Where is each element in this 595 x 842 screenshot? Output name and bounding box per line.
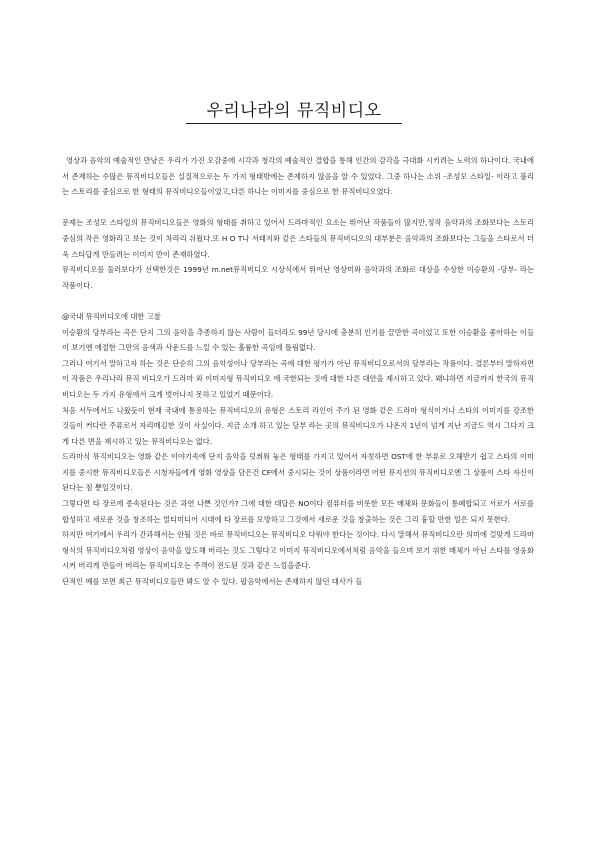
paragraph-essence: 하지만 여기에서 우리가 간과해서는 안될 것은 바로 뮤직비디오는 뮤직비디오 다워야 한다는 것이다. 다시 말해서 뮤직비디오란 의미에 걸맞게 드라마형식의 뮤직비디오처럼 영상이 음악을 압도해 버리는 것도 그렇다고 이미지 뮤직비디오에서처럼 음악을 들으며 보기 위한 매체가 아닌 스타를 영웅화 시켜 버리게 만들어 버리는 뮤직비디오는 주객이 전도된 것과 같은 느낌을준다. — [62, 530, 534, 571]
paragraph-intro: 영상과 음악의 예술적인 만남은 우리가 가진 오감중에 시각과 청각의 예술적인 결합을 통해 인간의 감각을 극대화 시키려는 노력의 하나이다. 국내에서 존재하는 수많은 뮤직비디오들은 실질적으로는 두 가지 형태밖에는 존재하지 않음을 알 수 있었다. 그중 하나는 소위 -조성모 스타일- 이라고 불리는 스토리를 중심으로 한 형태의 뮤직비디오들이었고,다른 하나는 이미지를 중심으로 한 뮤직비디오였다. — [62, 156, 534, 197]
document-body — [62, 153, 534, 590]
section-heading: @국내 뮤직비디오에 대한 고찰 — [62, 311, 161, 321]
paragraph-genre: 그렇다면 타 장르에 종속된다는 것은 과연 나쁜 것인가? 그에 대한 대답은 NO이다 컴퓨터를 비롯한 모든 매체와 문화들이 통폐합되고 서로가 서로를 합성하고 새로운 것을 창조하는 멀티미디어 시대에 타 장르를 모방하고 그것에서 새로운 것을 창출하는 것은 그리 흉할 만한 일은 되지 못한다. — [62, 499, 534, 524]
title-underline — [186, 123, 402, 124]
paragraph-problem: 문제는 조성모 스타일의 뮤직비디오들은 영화의 형태를 취하고 있어서 드라마적인 요소는 뛰어난 작품들이 많지만,정작 음악과의 조화보다는 스토리 중심의 작은 영화라고 보는 것이 차라리 쉬웠다.또 H O T나 서태지와 같은 스타들의 뮤직비디오의 대부분은 음악과의 조화보다는 그들을 스타로서 더욱 스타답게 만들려는 이미지 만이 존재하였다. — [62, 218, 534, 259]
paragraph-spacer — [62, 200, 534, 216]
paragraph-focus: 그러나 여기서 말하고자 하는 것은 단순히 그의 음악성이나 당부라는 곡에 대한 평가가 아닌 뮤직비디오로서의 당부라는 작품이다. 결론부터 말하자면 이 작품은 우리나라 뮤직 비디오가 드라마 와 이미지형 뮤직비디오 에 국한되는 것에 대한 다른 대안을 제시하고 있다. 왜냐하면 지금까지 한국의 뮤직비디오는 두 가지 유형에서 크게 벗어나지 못하고 있었기 때문이다. — [62, 358, 534, 399]
paragraph-selection: 뮤직비디오를 둘러보다가 선택한것은 1999년 m.net뮤직비디오 시상식에서 뛰어난 영상미와 음악과의 조화로 대상을 수상한 이승환의 -당부- 라는 작품이다. — [62, 265, 534, 290]
paragraph-types: 처음 서두에서도 나왔듯이 현재 국내에 통용하는 뮤직비디오의 유형은 스토리 라인이 주가 된 영화 같은 드라마 형식이거나 스타의 이미지를 강조한 것들이 커다란 주류로서 자리매김한 것이 사실이다. 지금 소개 하고 있는 당부 라는 곳의 뮤직비디오가 나온지 1년이 넘게 지난 지금도 역시 그다지 크게 다른 면을 제시하고 있는 뮤직비디오는 없다. — [62, 405, 534, 446]
paragraph-example: 단적인 예를 보면 최근 뮤직비디오들만 봐도 알 수 있다. 팝음악에서는 존재하지 않던 대사가 들 — [62, 577, 363, 587]
document-title: 우리나라의 뮤직비디오 — [206, 101, 382, 121]
paragraph-song: 이승환의 당부라는 곡은 단지 그의 음악을 추종하지 않는 사람이 들더라도 99년 당시에 충분히 인기를 끌만한 곡이었고 또한 이승환을 좋아하는 이들이 보기엔 애절한 그만의 음색과 사운드를 느낄 수 있는 훌륭한 곡임에 틀림없다. — [62, 327, 534, 353]
paragraph-spacer — [62, 293, 534, 309]
paragraph-drama: 드라마식 뮤직비디오는 영화 같은 이야기속에 단지 음악을 덧씌워 놓은 형태를 가지고 있어서 자칫하면 OST에 한 부류로 오해받기 쉽고 스타의 이미지를 중시한 뮤직비디오들은 시청자들에게 영화 영상을 담은건 CF에서 중시되는 것이 상품이라면 어떤 뮤지션의 뮤직비디오엔 그 상품이 스타 자신이 된다는 점 뿐일것이다. — [62, 452, 534, 493]
